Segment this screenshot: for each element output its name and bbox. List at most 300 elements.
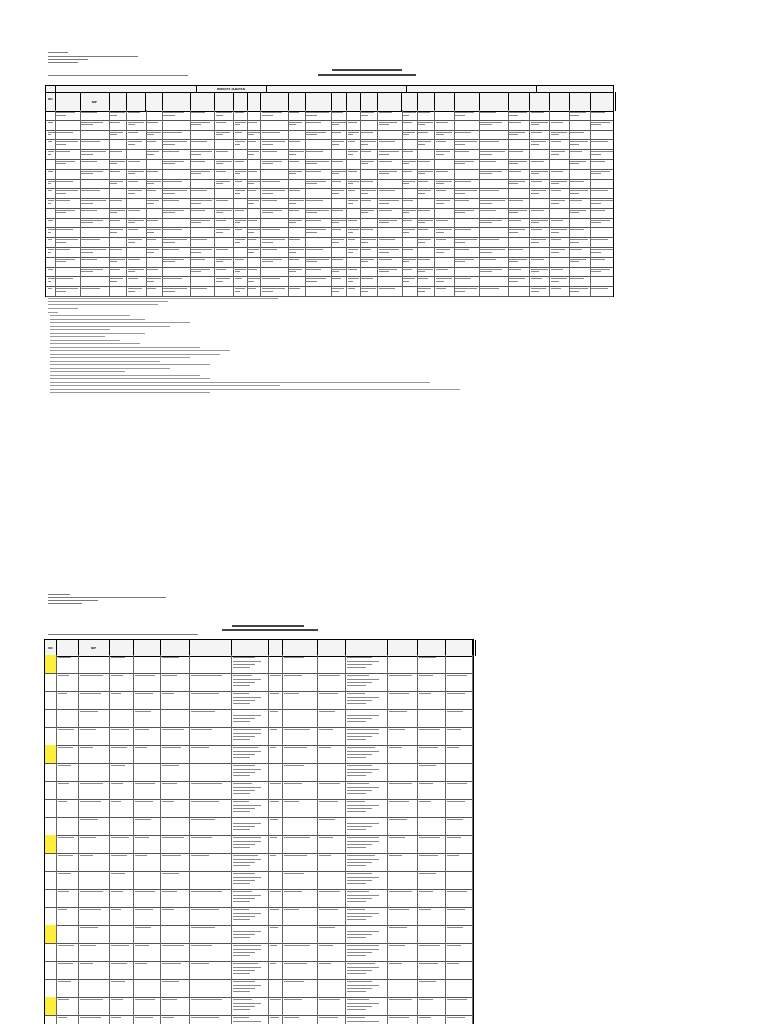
cell-text-placeholder <box>248 281 253 282</box>
column-line <box>472 727 473 745</box>
header-cell <box>445 640 473 656</box>
cell-text-placeholder <box>248 190 255 191</box>
cell-text-placeholder <box>419 1017 431 1018</box>
cell-text-placeholder <box>347 754 372 755</box>
column-line <box>78 835 79 853</box>
cell-text-placeholder <box>233 751 261 752</box>
cell-text-placeholder <box>289 269 302 270</box>
cell-text-placeholder <box>418 124 425 125</box>
column-line <box>109 871 110 889</box>
cell-text-placeholder <box>110 220 120 221</box>
cell-text-placeholder <box>531 210 544 211</box>
cell-text-placeholder <box>128 181 139 182</box>
column-line <box>133 817 134 835</box>
cell-text-placeholder <box>551 171 564 172</box>
cell-text-placeholder <box>162 891 176 892</box>
column-line <box>305 237 306 247</box>
cell-text-placeholder <box>531 239 546 240</box>
cell-text-placeholder <box>332 161 342 162</box>
cell-text-placeholder <box>56 190 77 191</box>
cell-text-placeholder <box>162 855 181 856</box>
cell-text-placeholder <box>570 288 588 289</box>
cell-text-placeholder <box>284 801 299 802</box>
cell-text-placeholder <box>233 715 261 716</box>
column-line <box>590 130 591 140</box>
cell-text-placeholder <box>570 242 579 243</box>
cell-text-placeholder <box>191 259 204 260</box>
cell-text-placeholder <box>147 132 161 133</box>
column-line <box>189 835 190 853</box>
cell-text-placeholder <box>81 190 100 191</box>
cell-text-placeholder <box>235 173 240 174</box>
column-line <box>160 781 161 799</box>
column-line <box>331 198 332 208</box>
cell-text-placeholder <box>480 154 492 155</box>
column-line <box>479 179 480 189</box>
cell-text-placeholder <box>332 171 345 172</box>
cell-text-placeholder <box>58 801 67 802</box>
cell-text-placeholder <box>418 288 431 289</box>
column-line <box>126 247 127 257</box>
note-line <box>50 385 280 386</box>
cell-text-placeholder <box>111 999 123 1000</box>
column-line <box>56 781 57 799</box>
cell-text-placeholder <box>347 963 375 964</box>
column-line <box>268 889 269 907</box>
cell-text-placeholder <box>216 281 224 282</box>
column-line <box>189 745 190 763</box>
column-line <box>78 907 79 925</box>
column-line <box>109 817 110 835</box>
cell-text-placeholder <box>347 913 379 914</box>
letterhead-line <box>48 603 82 604</box>
header-cell <box>529 92 550 111</box>
column-line <box>317 889 318 907</box>
column-line <box>346 110 347 120</box>
cell-text-placeholder <box>570 115 579 116</box>
cell-text-placeholder <box>128 269 144 270</box>
cell-text-placeholder <box>216 229 230 230</box>
note-line <box>50 389 460 390</box>
cell-text-placeholder <box>191 747 209 748</box>
cell-text-placeholder <box>135 999 156 1000</box>
cell-text-placeholder <box>110 132 123 133</box>
column-line <box>377 227 378 237</box>
column-line <box>133 709 134 727</box>
column-line <box>268 907 269 925</box>
cell-text-placeholder <box>80 801 101 802</box>
cell-text-placeholder <box>531 291 539 292</box>
column-line <box>472 1015 473 1024</box>
cell-text-placeholder <box>419 783 433 784</box>
note-line <box>50 375 200 376</box>
cell-text-placeholder <box>332 220 345 221</box>
cell-text-placeholder <box>233 913 261 914</box>
column-line <box>78 925 79 943</box>
header-cell <box>282 640 318 656</box>
cell-text-placeholder <box>319 801 338 802</box>
column-line <box>387 709 388 727</box>
cell-text-placeholder <box>111 765 125 766</box>
cell-text-placeholder <box>80 837 96 838</box>
header-cell <box>345 640 388 656</box>
column-line <box>417 835 418 853</box>
column-line <box>417 709 418 727</box>
table-row <box>45 961 473 980</box>
cell-text-placeholder <box>216 181 230 182</box>
cell-text-placeholder <box>162 981 179 982</box>
column-line <box>162 267 163 277</box>
cell-text-placeholder <box>361 132 372 133</box>
cell-text-placeholder <box>233 829 250 830</box>
column-line <box>260 120 261 130</box>
cell-text-placeholder <box>233 721 250 722</box>
header-cell <box>417 640 445 656</box>
column-line <box>231 997 232 1015</box>
column-line <box>417 943 418 961</box>
cell-text-placeholder <box>436 281 444 282</box>
column-line <box>472 835 473 853</box>
cell-text-placeholder <box>110 134 117 135</box>
cell-text-placeholder <box>56 242 66 243</box>
cell-text-placeholder <box>570 291 579 292</box>
cell-text-placeholder <box>551 269 564 270</box>
cell-text-placeholder <box>509 200 523 201</box>
cell-text-placeholder <box>110 181 123 182</box>
column-line <box>345 835 346 853</box>
column-line <box>160 1015 161 1024</box>
cell-text-placeholder <box>403 220 412 221</box>
column-line <box>345 691 346 709</box>
cell-text-placeholder <box>319 927 336 928</box>
cell-text-placeholder <box>58 909 67 910</box>
cell-text-placeholder <box>110 249 121 250</box>
header-group-2: RIWAYAT JABATAN <box>196 86 267 92</box>
note-line <box>50 368 170 369</box>
cell-text-placeholder <box>379 141 395 142</box>
cell-text-placeholder <box>289 220 302 221</box>
column-line <box>162 169 163 179</box>
cell-text-placeholder <box>403 161 416 162</box>
column-line <box>445 907 446 925</box>
cell-text-placeholder <box>191 203 201 204</box>
header-cell <box>268 640 283 656</box>
cell-text-placeholder <box>233 754 256 755</box>
cell-text-placeholder <box>361 181 372 182</box>
table-2 <box>44 639 474 1024</box>
cell-text-placeholder <box>233 963 258 964</box>
cell-text-placeholder <box>81 239 100 240</box>
cell-text-placeholder <box>436 220 449 221</box>
column-line <box>268 763 269 781</box>
cell-text-placeholder <box>455 249 469 250</box>
cell-text-placeholder <box>361 144 368 145</box>
cell-text-placeholder <box>509 163 518 164</box>
cell-text-placeholder <box>58 783 69 784</box>
column-line <box>345 1015 346 1024</box>
cell-text-placeholder <box>111 675 123 676</box>
cell-text-placeholder <box>135 927 151 928</box>
footnote-line <box>48 301 168 302</box>
cell-text-placeholder <box>418 193 425 194</box>
cell-text-placeholder <box>551 281 559 282</box>
cell-text-placeholder <box>389 783 412 784</box>
cell-text-placeholder <box>418 291 425 292</box>
cell-text-placeholder <box>455 291 465 292</box>
cell-text-placeholder <box>551 229 567 230</box>
cell-text-placeholder <box>403 278 415 279</box>
cell-text-placeholder <box>551 181 567 182</box>
cell-text-placeholder <box>147 239 156 240</box>
cell-text-placeholder <box>80 693 101 694</box>
column-line <box>529 247 530 257</box>
column-line <box>417 907 418 925</box>
cell-text-placeholder <box>379 259 392 260</box>
cell-text-placeholder <box>248 122 257 123</box>
column-line <box>387 871 388 889</box>
column-line <box>417 198 418 208</box>
cell-text-placeholder <box>509 259 527 260</box>
column-line <box>387 889 388 907</box>
column-line <box>231 745 232 763</box>
column-line <box>146 208 147 218</box>
cell-text-placeholder <box>480 161 496 162</box>
cell-text-placeholder <box>110 210 125 211</box>
cell-text-placeholder <box>235 190 245 191</box>
cell-text-placeholder <box>418 190 431 191</box>
cell-text-placeholder <box>80 963 93 964</box>
cell-text-placeholder <box>191 171 209 172</box>
column-line <box>508 139 509 149</box>
column-line <box>268 727 269 745</box>
column-line <box>445 997 446 1015</box>
cell-text-placeholder <box>162 945 183 946</box>
cell-text-placeholder <box>591 200 612 201</box>
column-line <box>454 169 455 179</box>
column-line <box>189 727 190 745</box>
cell-text-placeholder <box>361 190 376 191</box>
column-line <box>109 673 110 691</box>
column-line <box>162 120 163 130</box>
cell-text-placeholder <box>270 729 277 730</box>
cell-text-placeholder <box>128 229 139 230</box>
cell-text-placeholder <box>347 862 372 863</box>
table-row <box>45 673 473 692</box>
cell-text-placeholder <box>480 269 502 270</box>
cell-text-placeholder <box>509 249 523 250</box>
column-line <box>445 961 446 979</box>
cell-text-placeholder <box>163 163 174 164</box>
cell-text-placeholder <box>233 739 250 740</box>
column-line <box>189 907 190 925</box>
column-line <box>288 227 289 237</box>
cell-text-placeholder <box>128 112 141 113</box>
cell-text-placeholder <box>111 657 125 658</box>
column-line <box>160 817 161 835</box>
column-line <box>55 169 56 179</box>
cell-text-placeholder <box>81 173 93 174</box>
column-line <box>387 1015 388 1024</box>
cell-text-placeholder <box>379 151 400 152</box>
cell-text-placeholder <box>48 154 51 155</box>
cell-text-placeholder <box>233 949 261 950</box>
cell-text-placeholder <box>570 161 586 162</box>
column-line <box>331 149 332 159</box>
header-cell <box>549 92 569 111</box>
header-cell <box>109 640 134 656</box>
cell-text-placeholder <box>163 249 178 250</box>
column-line <box>268 691 269 709</box>
cell-text-placeholder <box>418 112 429 113</box>
column-line <box>417 817 418 835</box>
cell-text-placeholder <box>551 278 567 279</box>
cell-text-placeholder <box>233 769 261 770</box>
cell-text-placeholder <box>319 747 331 748</box>
cell-text-placeholder <box>284 999 302 1000</box>
cell-text-placeholder <box>81 288 100 289</box>
cell-text-placeholder <box>418 259 429 260</box>
column-line <box>282 817 283 835</box>
cell-text-placeholder <box>436 122 449 123</box>
cell-text-placeholder <box>128 242 136 243</box>
cell-text-placeholder <box>570 112 586 113</box>
cell-text-placeholder <box>262 141 285 142</box>
cell-text-placeholder <box>233 700 256 701</box>
cell-text-placeholder <box>347 895 379 896</box>
cell-text-placeholder <box>128 193 136 194</box>
cell-text-placeholder <box>233 877 261 878</box>
cell-text-placeholder <box>347 729 379 730</box>
letterhead-line <box>48 600 98 601</box>
cell-text-placeholder <box>379 173 389 174</box>
note-line <box>50 371 125 372</box>
cell-text-placeholder <box>531 124 539 125</box>
column-line <box>78 745 79 763</box>
cell-text-placeholder <box>347 916 372 917</box>
column-line <box>282 727 283 745</box>
cell-text-placeholder <box>110 269 120 270</box>
column-line <box>472 673 473 691</box>
cell-text-placeholder <box>111 783 123 784</box>
cell-text-placeholder <box>284 675 302 676</box>
letterhead-line <box>48 56 138 57</box>
cell-text-placeholder <box>591 210 605 211</box>
column-line <box>417 979 418 997</box>
cell-text-placeholder <box>147 278 161 279</box>
column-line <box>569 218 570 228</box>
cell-text-placeholder <box>147 288 156 289</box>
cell-text-placeholder <box>551 252 559 253</box>
cell-text-placeholder <box>419 873 435 874</box>
cell-text-placeholder <box>347 739 366 740</box>
cell-text-placeholder <box>389 909 409 910</box>
cell-text-placeholder <box>191 173 201 174</box>
column-line <box>472 907 473 925</box>
cell-text-placeholder <box>347 877 379 878</box>
column-line <box>345 979 346 997</box>
cell-text-placeholder <box>233 901 250 902</box>
cell-text-placeholder <box>347 991 366 992</box>
column-line <box>549 159 550 169</box>
column-line <box>479 276 480 286</box>
cell-text-placeholder <box>447 693 465 694</box>
cell-text-placeholder <box>270 999 280 1000</box>
cell-text-placeholder <box>56 163 66 164</box>
cell-text-placeholder <box>163 239 187 240</box>
cell-text-placeholder <box>235 132 242 133</box>
cell-text-placeholder <box>389 1017 409 1018</box>
column-line <box>133 799 134 817</box>
cell-text-placeholder <box>128 141 142 142</box>
cell-text-placeholder <box>531 278 542 279</box>
column-line <box>529 149 530 159</box>
cell-text-placeholder <box>284 891 302 892</box>
table-row <box>45 691 473 710</box>
cell-text-placeholder <box>347 718 372 719</box>
cell-text-placeholder <box>306 181 326 182</box>
cell-text-placeholder <box>319 855 331 856</box>
cell-text-placeholder <box>163 115 174 116</box>
cell-text-placeholder <box>531 112 544 113</box>
column-line <box>160 997 161 1015</box>
letterhead-line <box>48 62 78 63</box>
cell-text-placeholder <box>347 811 366 812</box>
column-line <box>549 257 550 267</box>
cell-text-placeholder <box>480 259 496 260</box>
cell-text-placeholder <box>347 865 366 866</box>
column-line <box>282 835 283 853</box>
cell-text-placeholder <box>81 154 93 155</box>
cell-text-placeholder <box>332 291 338 292</box>
note-line <box>50 340 120 341</box>
letterhead-line <box>48 52 68 53</box>
cell-text-placeholder <box>509 210 527 211</box>
cell-text-placeholder <box>163 291 174 292</box>
column-line <box>56 745 57 763</box>
cell-text-placeholder <box>163 132 181 133</box>
column-line <box>78 1015 79 1024</box>
cell-text-placeholder <box>233 808 256 809</box>
cell-text-placeholder <box>191 783 223 784</box>
cell-text-placeholder <box>289 249 304 250</box>
cell-text-placeholder <box>289 288 300 289</box>
cell-text-placeholder <box>347 667 366 668</box>
table-row <box>45 727 473 746</box>
column-line <box>268 817 269 835</box>
column-line <box>445 835 446 853</box>
cell-text-placeholder <box>591 173 601 174</box>
header-cell <box>189 640 232 656</box>
column-line <box>317 979 318 997</box>
column-line <box>190 227 191 237</box>
column-line <box>282 763 283 781</box>
column-line <box>56 709 57 727</box>
cell-text-placeholder <box>436 252 444 253</box>
note-line <box>50 319 145 320</box>
column-line <box>189 709 190 727</box>
column-line <box>268 835 269 853</box>
cell-text-placeholder <box>233 837 261 838</box>
cell-text-placeholder <box>347 934 372 935</box>
column-line <box>268 997 269 1015</box>
cell-text-placeholder <box>163 161 184 162</box>
cell-text-placeholder <box>447 747 459 748</box>
cell-text-placeholder <box>163 200 178 201</box>
column-line <box>78 727 79 745</box>
cell-text-placeholder <box>233 787 261 788</box>
column-line <box>133 979 134 997</box>
column-line <box>387 907 388 925</box>
